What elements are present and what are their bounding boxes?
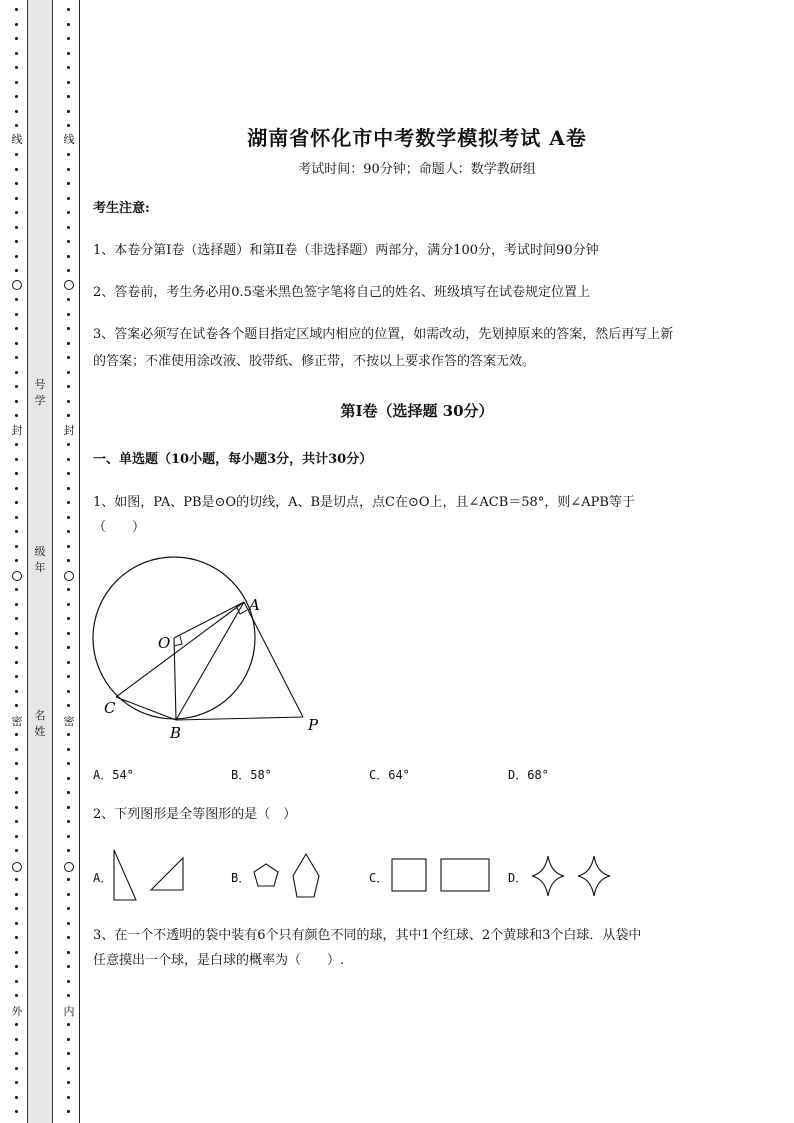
binding-dot xyxy=(67,8,70,11)
binding-dot xyxy=(15,632,18,635)
binding-dot xyxy=(15,1038,18,1041)
binding-dot xyxy=(15,472,18,475)
binding-dot xyxy=(67,371,70,374)
binding-dot xyxy=(67,690,70,693)
binding-dot xyxy=(15,646,18,649)
binding-dot xyxy=(15,1052,18,1055)
binding-hole-circle xyxy=(12,571,22,581)
binding-dot xyxy=(67,1023,70,1026)
binding-hole-circle xyxy=(64,862,74,872)
binding-dot xyxy=(67,907,70,910)
binding-dot xyxy=(67,81,70,84)
binding-dot xyxy=(15,23,18,26)
binding-dot xyxy=(67,385,70,388)
binding-dot xyxy=(15,762,18,765)
binding-dot xyxy=(15,356,18,359)
binding-dot xyxy=(67,936,70,939)
binding-dot xyxy=(67,1067,70,1070)
segment-ca xyxy=(116,602,244,697)
binding-dot xyxy=(67,951,70,954)
class-label: 级 年 xyxy=(34,545,46,574)
binding-dot xyxy=(67,1052,70,1055)
binding-dot xyxy=(15,443,18,446)
binding-dot xyxy=(15,965,18,968)
binding-dot xyxy=(67,632,70,635)
q2-option-d-stars xyxy=(528,854,616,898)
binding-dot xyxy=(15,182,18,185)
binding-hole-circle xyxy=(12,862,22,872)
tangent-pb xyxy=(176,717,303,720)
binding-dot xyxy=(67,820,70,823)
binding-dot xyxy=(67,1096,70,1099)
binding-dot xyxy=(67,704,70,707)
binding-char: 线 xyxy=(9,133,25,146)
binding-dot xyxy=(67,356,70,359)
binding-dot xyxy=(67,733,70,736)
binding-dot xyxy=(15,951,18,954)
q2-text: 2、下列图形是全等图形的是（ ） xyxy=(93,807,297,822)
radius-ob xyxy=(174,638,176,720)
binding-dot xyxy=(67,255,70,258)
part-heading: 一、单选题（10小题，每小题3分，共计30分） xyxy=(93,452,373,467)
binding-dot xyxy=(15,95,18,98)
binding-dot xyxy=(15,661,18,664)
q2-option-d-label[interactable]: D． xyxy=(508,871,528,885)
binding-dot xyxy=(67,269,70,272)
binding-dot xyxy=(67,965,70,968)
binding-dot xyxy=(15,240,18,243)
q2-option-a-triangles xyxy=(110,848,190,904)
binding-dot xyxy=(15,487,18,490)
binding-char: 外 xyxy=(9,1005,25,1018)
binding-dot xyxy=(67,342,70,345)
binding-dot xyxy=(15,936,18,939)
binding-dot xyxy=(67,458,70,461)
binding-dot xyxy=(15,327,18,330)
binding-dot xyxy=(15,371,18,374)
q3-text-cont: 任意摸出一个球，是白球的概率为（ ）. xyxy=(93,953,345,968)
name-label: 名 姓 xyxy=(34,709,46,738)
q1-circle-tangent-figure xyxy=(88,552,338,744)
binding-dot xyxy=(67,545,70,548)
notice-heading: 考生注意: xyxy=(93,201,150,216)
binding-dot xyxy=(15,1081,18,1084)
q2-option-c-rectangles xyxy=(390,856,495,894)
binding-dot xyxy=(15,820,18,823)
exam-subtitle: 考试时间：90分钟；命题人：数学教研组 xyxy=(298,162,536,177)
binding-dot xyxy=(15,878,18,881)
binding-char: 密 xyxy=(9,715,25,728)
exam-title: 湖南省怀化市中考数学模拟考试 A卷 xyxy=(247,126,587,150)
binding-dot xyxy=(67,994,70,997)
student-id-label: 号 学 xyxy=(34,378,46,407)
binding-dot xyxy=(67,1038,70,1041)
binding-dot xyxy=(67,23,70,26)
label-c: C xyxy=(104,699,116,717)
binding-dot xyxy=(15,66,18,69)
binding-hole-circle xyxy=(64,280,74,290)
binding-dot xyxy=(15,690,18,693)
binding-dot xyxy=(15,1096,18,1099)
binding-dot xyxy=(67,1081,70,1084)
binding-dot xyxy=(15,153,18,156)
binding-dot xyxy=(15,835,18,838)
binding-dot xyxy=(67,878,70,881)
binding-dot xyxy=(15,791,18,794)
binding-dot xyxy=(67,313,70,316)
binding-dot xyxy=(67,110,70,113)
notice-item-1: 1、本卷分第I卷（选择题）和第Ⅱ卷（非选择题）两部分，满分100分，考试时间90分钟 xyxy=(93,243,599,258)
binding-dot xyxy=(15,298,18,301)
binding-dot xyxy=(15,603,18,606)
binding-dot xyxy=(15,907,18,910)
label-p: P xyxy=(308,716,319,734)
binding-dot xyxy=(15,530,18,533)
binding-dot xyxy=(67,95,70,98)
binding-dot xyxy=(15,1067,18,1070)
binding-dot xyxy=(67,472,70,475)
binding-dot xyxy=(15,994,18,997)
binding-dot xyxy=(15,733,18,736)
binding-dot xyxy=(67,240,70,243)
binding-char: 线 xyxy=(61,133,77,146)
binding-dot xyxy=(15,922,18,925)
binding-dot xyxy=(15,748,18,751)
binding-dot xyxy=(67,298,70,301)
binding-dot xyxy=(67,791,70,794)
q2-option-c-label[interactable]: C． xyxy=(369,871,389,885)
binding-dot xyxy=(15,806,18,809)
binding-dot xyxy=(67,675,70,678)
binding-dot xyxy=(67,182,70,185)
binding-dot xyxy=(67,1110,70,1113)
label-b: B xyxy=(170,724,182,742)
notice-item-3-cont: 的答案；不准使用涂改液、胶带纸、修正带，不按以上要求作答的答案无效。 xyxy=(93,354,536,369)
binding-dot xyxy=(67,559,70,562)
binding-dot xyxy=(15,37,18,40)
binding-dot xyxy=(67,748,70,751)
binding-hole-circle xyxy=(64,571,74,581)
section-title: 第I卷（选择题 30分） xyxy=(340,402,494,420)
binding-dot xyxy=(67,530,70,533)
q3-text: 3、在一个不透明的袋中装有6个只有颜色不同的球，其中1个红球、2个黄球和3个白球．从袋中 xyxy=(93,928,642,943)
binding-dot xyxy=(15,545,18,548)
binding-dot xyxy=(15,197,18,200)
binding-dot xyxy=(15,269,18,272)
binding-char: 内 xyxy=(61,1005,77,1018)
binding-dot xyxy=(67,226,70,229)
binding-dot xyxy=(15,342,18,345)
notice-item-2: 2、答卷前，考生务必用0.5毫米黑色签字笔将自己的姓名、班级填写在试卷规定位置上 xyxy=(93,285,590,300)
binding-dot xyxy=(15,81,18,84)
q1-option-d[interactable]: D．68° xyxy=(508,768,549,782)
binding-dot xyxy=(67,661,70,664)
binding-dot xyxy=(15,675,18,678)
notice-item-3: 3、答案必须写在试卷各个题目指定区域内相应的位置，如需改动，先划掉原来的答案，然后再写上新 xyxy=(93,327,674,342)
binding-dot xyxy=(67,980,70,983)
binding-dot xyxy=(67,327,70,330)
q1-option-c[interactable]: C．64° xyxy=(369,768,410,782)
binding-dot xyxy=(15,255,18,258)
binding-dot xyxy=(15,980,18,983)
binding-dot xyxy=(15,8,18,11)
binding-hole-circle xyxy=(12,280,22,290)
binding-dot xyxy=(67,487,70,490)
q1-option-a[interactable]: A．54° xyxy=(93,768,134,782)
q1-blank: （ ） xyxy=(93,520,146,535)
binding-dot xyxy=(67,516,70,519)
binding-dot xyxy=(67,501,70,504)
binding-dot xyxy=(15,1023,18,1026)
binding-dot xyxy=(67,37,70,40)
binding-dot xyxy=(15,704,18,707)
binding-dot xyxy=(15,516,18,519)
label-a: A xyxy=(249,596,260,614)
tangent-pa xyxy=(244,602,303,717)
binding-char: 封 xyxy=(9,424,25,437)
binding-dot xyxy=(67,922,70,925)
label-o: O xyxy=(158,634,171,652)
binding-dot xyxy=(67,211,70,214)
binding-dot xyxy=(67,835,70,838)
q2-option-a-label[interactable]: A． xyxy=(93,871,113,885)
binding-dot xyxy=(67,52,70,55)
binding-dot xyxy=(15,458,18,461)
binding-dot xyxy=(67,66,70,69)
binding-dot xyxy=(15,777,18,780)
binding-dot xyxy=(15,849,18,852)
binding-dot xyxy=(15,385,18,388)
binding-dot xyxy=(15,1110,18,1113)
binding-dot xyxy=(67,603,70,606)
segment-cb xyxy=(116,697,176,720)
binding-dot xyxy=(67,849,70,852)
binding-dot xyxy=(15,588,18,591)
binding-dot xyxy=(67,588,70,591)
binding-dot xyxy=(67,762,70,765)
binding-dot xyxy=(67,443,70,446)
q1-text: 1、如图，PA、PB是⊙O的切线，A、B是切点，点C在⊙O上，且∠ACB＝58°，则∠APB等于 xyxy=(93,495,635,510)
binding-dot xyxy=(15,110,18,113)
binding-dot xyxy=(67,893,70,896)
binding-dot xyxy=(15,893,18,896)
binding-dot xyxy=(15,559,18,562)
q1-option-b[interactable]: B．58° xyxy=(231,768,272,782)
binding-dot xyxy=(67,646,70,649)
binding-dot xyxy=(15,211,18,214)
binding-dot xyxy=(15,617,18,620)
binding-dot xyxy=(15,52,18,55)
binding-dot xyxy=(67,617,70,620)
binding-char: 密 xyxy=(61,715,77,728)
binding-dot xyxy=(67,777,70,780)
binding-dot xyxy=(67,806,70,809)
q2-option-b-label[interactable]: B． xyxy=(231,871,251,885)
binding-dot xyxy=(15,501,18,504)
binding-dot xyxy=(15,226,18,229)
binding-char: 封 xyxy=(61,424,77,437)
binding-dot xyxy=(67,153,70,156)
binding-dot xyxy=(15,313,18,316)
q2-option-b-pentagons xyxy=(250,850,325,900)
binding-dot xyxy=(67,197,70,200)
